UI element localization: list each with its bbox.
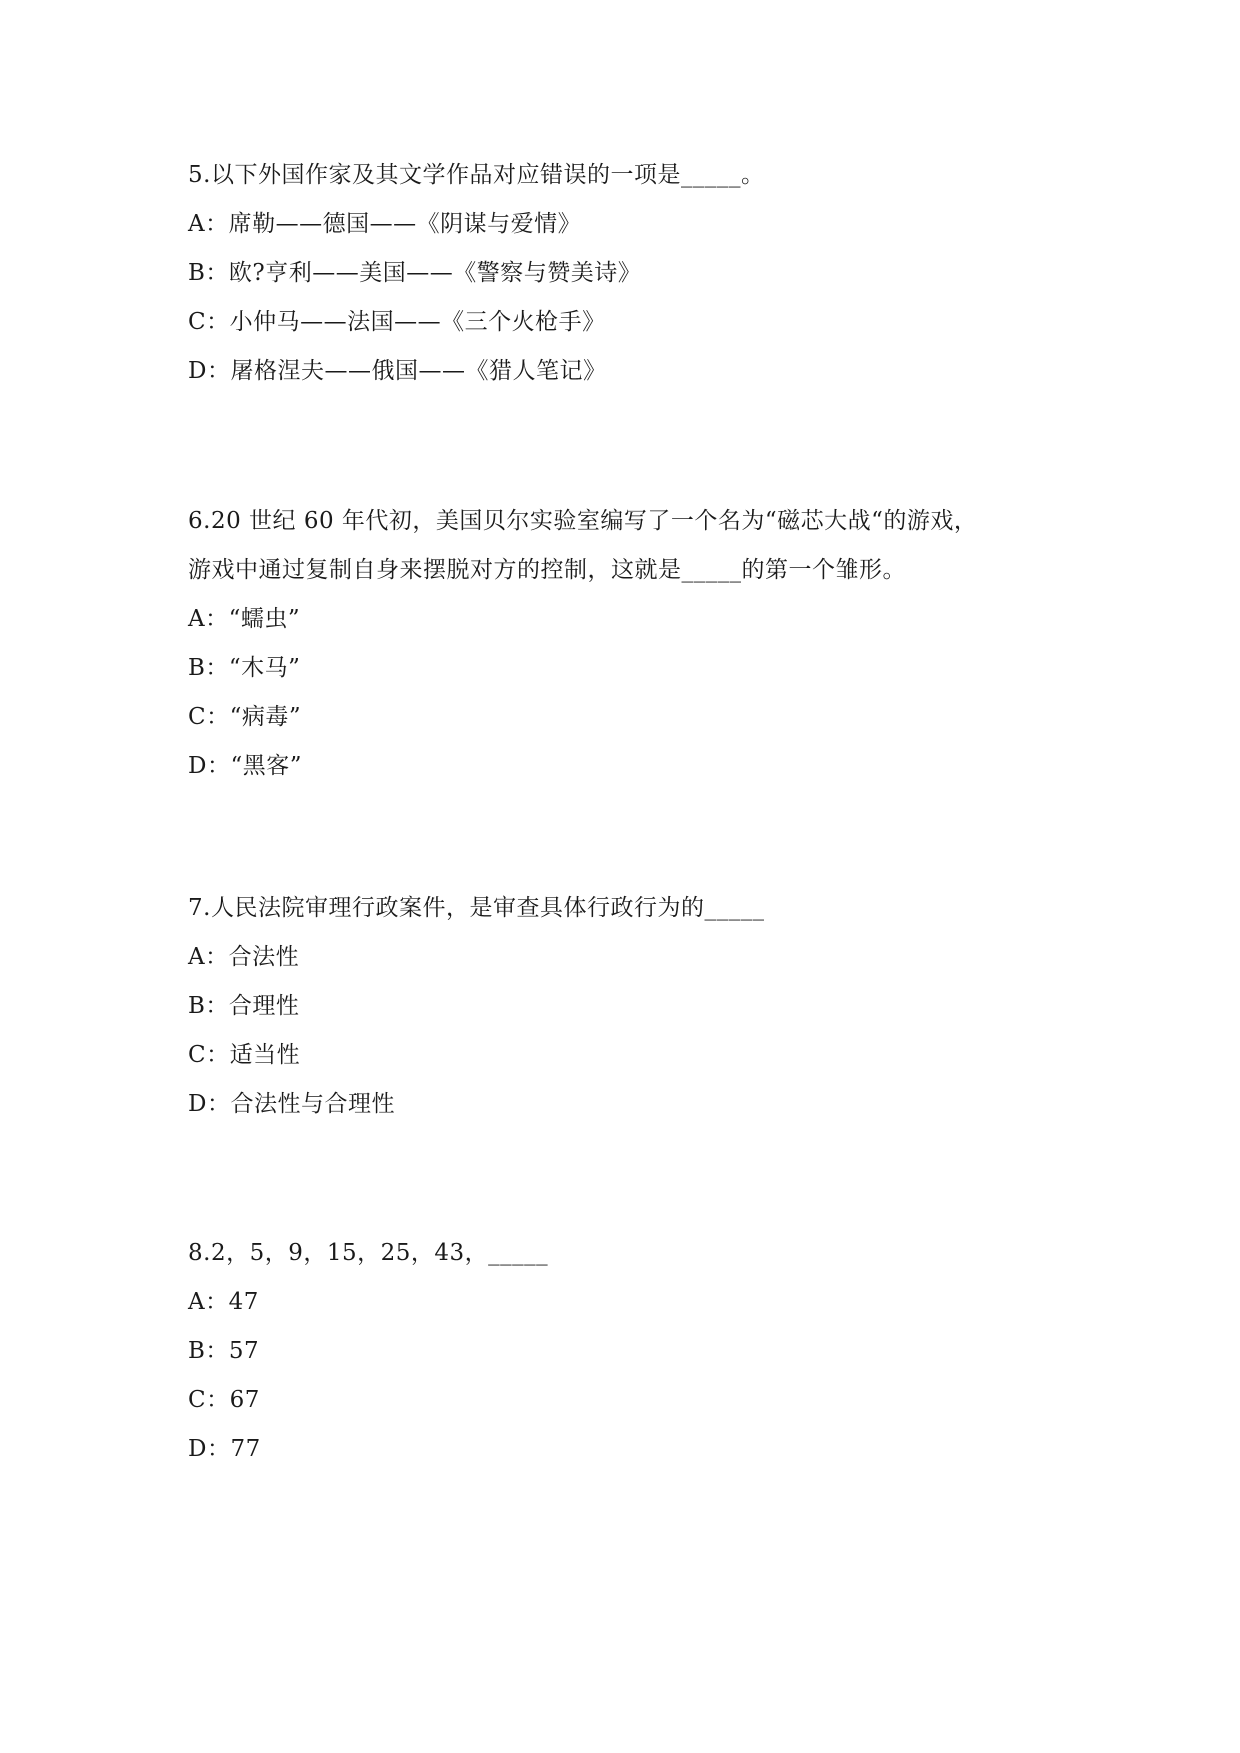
question-5-option-c: C：小仲马——法国——《三个火枪手》 <box>188 309 606 335</box>
question-5 <box>188 151 1068 396</box>
question-5-option-d: D：屠格涅夫——俄国——《猎人笔记》 <box>188 358 607 384</box>
question-5-option-a: A：席勒——德国——《阴谋与爱情》 <box>188 211 582 237</box>
question-6-stem-line-1: 6.20 世纪 60 年代初，美国贝尔实验室编写了一个名为“磁芯大战“的游戏， <box>188 508 978 534</box>
question-6-option-a: A：“蠕虫” <box>188 606 301 632</box>
question-8-option-c: C：67 <box>188 1387 260 1413</box>
question-7-option-d: D：合法性与合理性 <box>188 1091 395 1117</box>
question-6-option-c: C：“病毒” <box>188 704 302 730</box>
question-6-option-b: B：“木马” <box>188 655 301 681</box>
question-7-option-a: A：合法性 <box>188 944 300 970</box>
question-7-stem: 7.人民法院审理行政案件，是审查具体行政行为的_____ <box>188 895 765 921</box>
question-8-option-a: A：47 <box>188 1289 259 1315</box>
question-6 <box>188 497 1068 791</box>
question-6-option-d: D：“黑客” <box>188 753 302 779</box>
question-5-option-b: B：欧?亨利——美国——《警察与赞美诗》 <box>188 260 642 286</box>
question-7 <box>188 884 1068 1129</box>
question-8-option-b: B：57 <box>188 1338 260 1364</box>
question-6-stem-line-2: 游戏中通过复制自身来摆脱对方的控制，这就是_____的第一个雏形。 <box>188 557 906 583</box>
question-8-stem: 8.2，5，9，15，25，43，_____ <box>188 1240 549 1266</box>
question-5-stem: 5.以下外国作家及其文学作品对应错误的一项是_____。 <box>188 162 765 188</box>
question-8 <box>188 1229 1068 1474</box>
question-7-option-c: C：适当性 <box>188 1042 301 1068</box>
question-7-option-b: B：合理性 <box>188 993 300 1019</box>
question-8-option-d: D：77 <box>188 1436 261 1462</box>
